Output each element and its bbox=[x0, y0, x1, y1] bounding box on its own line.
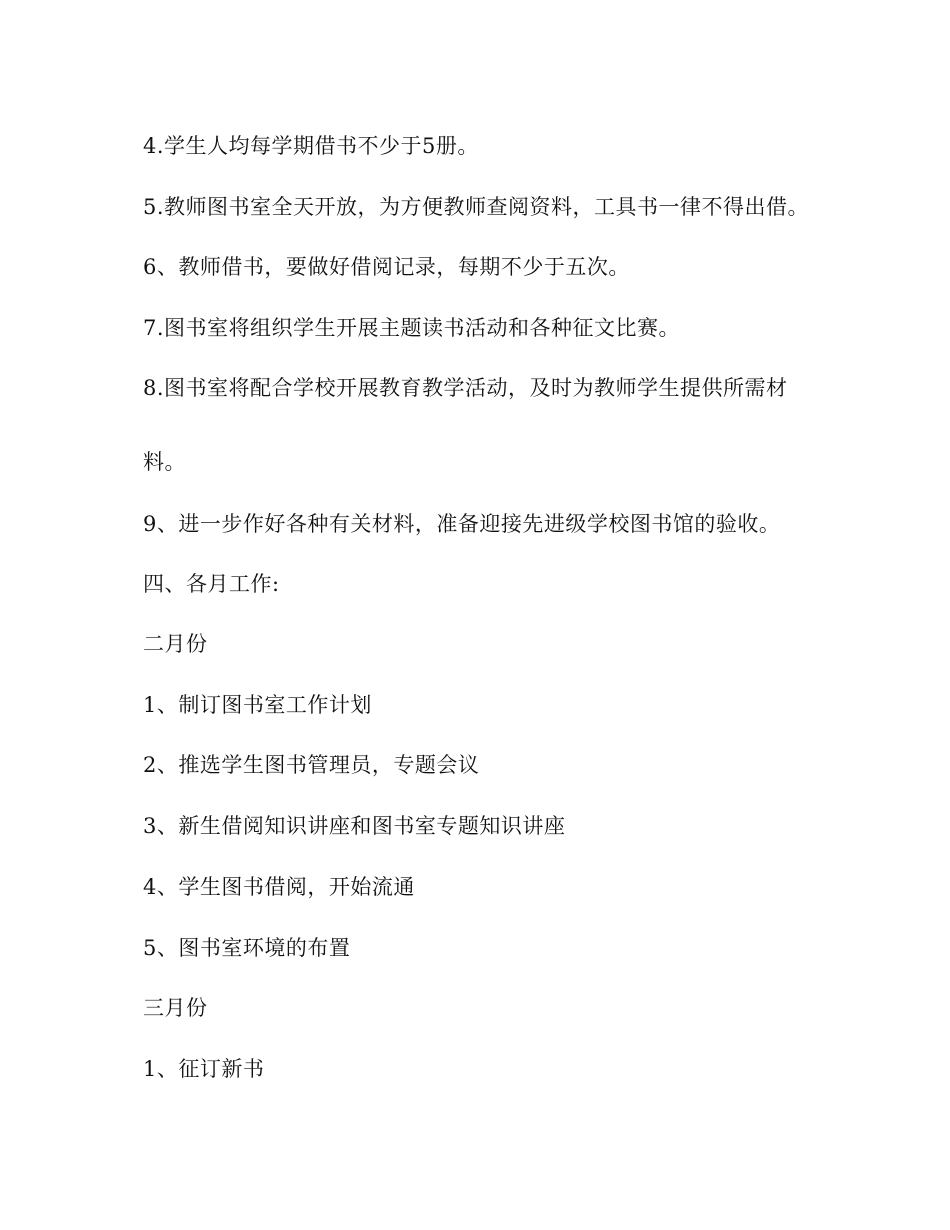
rule-item-8: 8.图书室将配合学校开展教育教学活动，及时为教师学生提供所需材 bbox=[143, 376, 788, 400]
rule-item-5: 5.教师图书室全天开放，为方便教师查阅资料，工具书一律不得出借。 bbox=[143, 195, 810, 219]
rule-item-6: 6、教师借书，要做好借阅记录，每期不少于五次。 bbox=[143, 255, 630, 279]
month-heading-march: 三月份 bbox=[143, 996, 208, 1020]
section-heading-monthly-work: 四、各月工作: bbox=[143, 572, 280, 596]
rule-item-9: 9、进一步作好各种有关材料，准备迎接先进级学校图书馆的验收。 bbox=[143, 512, 781, 536]
february-task-3: 3、新生借阅知识讲座和图书室专题知识讲座 bbox=[143, 814, 566, 838]
rule-item-7: 7.图书室将组织学生开展主题读书活动和各种征文比赛。 bbox=[143, 316, 681, 340]
february-task-4: 4、学生图书借阅，开始流通 bbox=[143, 875, 415, 899]
rule-item-4: 4.学生人均每学期借书不少于5册。 bbox=[143, 134, 479, 158]
february-task-5: 5、图书室环境的布置 bbox=[143, 936, 351, 960]
february-task-2: 2、推选学生图书管理员，专题会议 bbox=[143, 753, 480, 777]
rule-item-8-continued: 料。 bbox=[143, 450, 186, 474]
month-heading-february: 二月份 bbox=[143, 632, 208, 656]
march-task-1: 1、征订新书 bbox=[143, 1057, 265, 1081]
february-task-1: 1、制订图书室工作计划 bbox=[143, 693, 372, 717]
